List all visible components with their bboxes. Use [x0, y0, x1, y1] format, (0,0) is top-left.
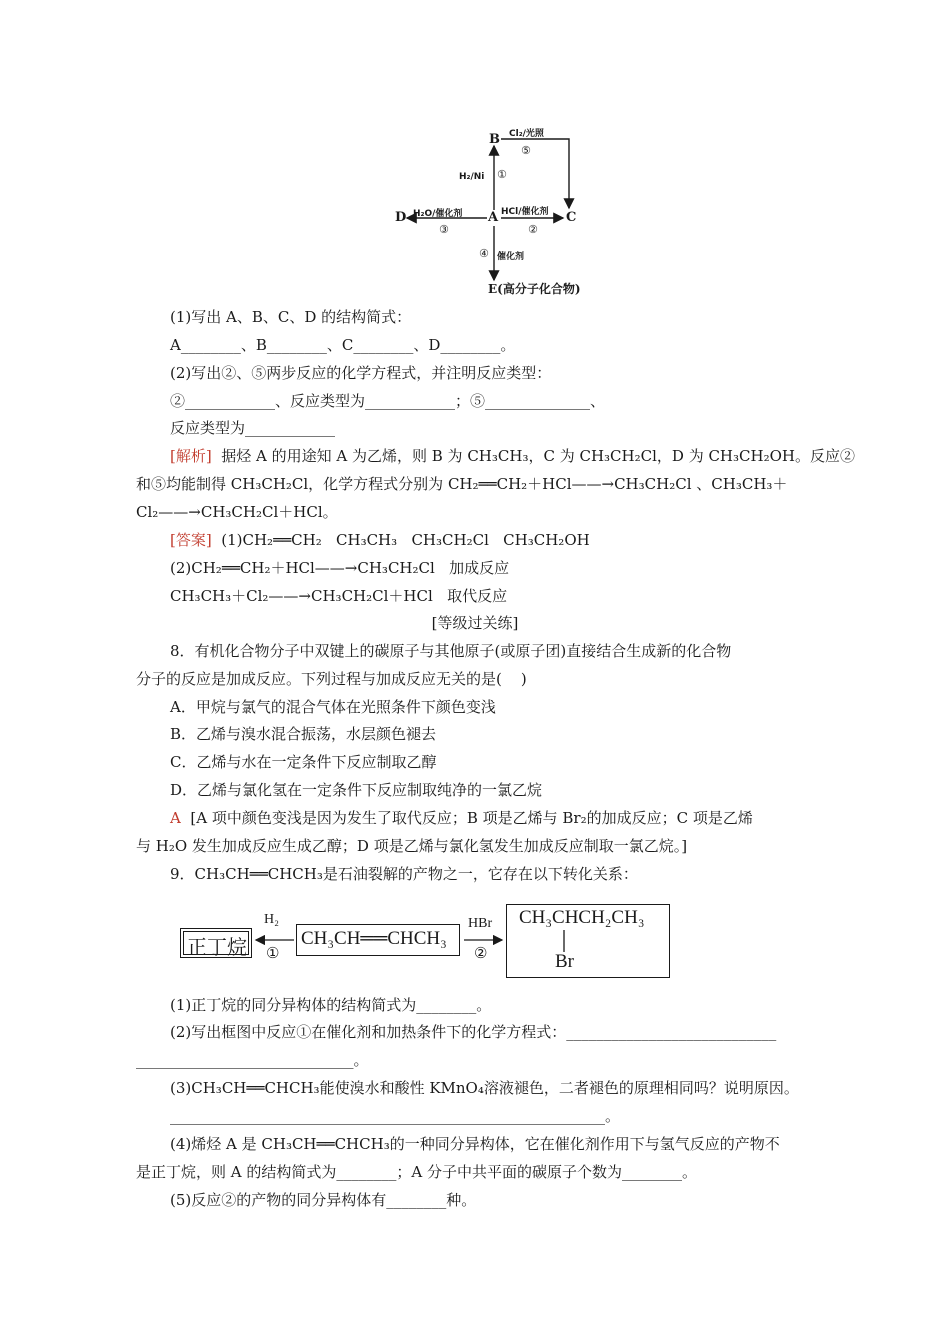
q8-option-d: D．乙烯与氯化氢在一定条件下反应制取纯净的一氯乙烷	[170, 781, 543, 799]
section-title: [等级过关练]	[431, 614, 519, 632]
q9-part4-line1: (4)烯烃 A 是 CH₃CH══CHCH₃的一种同分异构体，它在催化剂作用下与氢气反应的产物不	[170, 1135, 780, 1153]
q8-answer-letter: A	[170, 809, 181, 827]
q7-part1: (1)写出 A、B、C、D 的结构简式：	[170, 308, 412, 326]
q8-option-b: B．乙烯与溴水混合振荡，水层颜色褪去	[170, 725, 437, 743]
bromobutane-br: Br	[555, 951, 574, 972]
q7-part1-blanks: A________、B________、C________、D________。	[170, 336, 516, 354]
answer-tag: [答案]	[170, 531, 212, 549]
label-hcl-catalyst: HCl/催化剂	[501, 207, 549, 217]
q9-stem: 9．CH₃CH══CHCH₃是石油裂解的产物之一，它存在以下转化关系：	[170, 865, 638, 883]
bromobutane-box	[506, 904, 670, 978]
q9-part3-blank: __________________________________________________________。	[170, 1107, 621, 1125]
q8-answer-line2: 与 H₂O 发生加成反应生成乙醇；D 项是乙烯与氯化氢发生加成反应制取一氯乙烷。]	[136, 837, 688, 855]
q9-part2: (2)写出框图中反应①在催化剂和加热条件下的化学方程式：____________________________	[170, 1023, 777, 1041]
q9-part5: (5)反应②的产物的同分异构体有________种。	[170, 1191, 477, 1209]
q7-part2: (2)写出②、⑤两步反应的化学方程式，并注明反应类型：	[170, 364, 552, 382]
q7-answer-line2: (2)CH₂══CH₂＋HCl——→CH₃CH₂Cl 加成反应	[170, 559, 510, 577]
label-catalyst: 催化剂	[497, 252, 525, 262]
node-a: A	[488, 210, 499, 225]
reaction-scheme	[176, 900, 676, 982]
q9-part2-cont: _____________________________。	[136, 1051, 369, 1069]
q7-part2-blanks: ②____________、反应类型为____________；⑤______________、	[170, 392, 606, 410]
reagent-num-2: ②	[474, 944, 488, 962]
reaction-diagram	[385, 120, 615, 302]
bromobutane-chain: CH₃CHCH₂CH₃	[519, 907, 645, 928]
analysis-tag: [解析]	[170, 447, 212, 465]
node-e: E(高分子化合物)	[488, 282, 581, 296]
q7-part2-type: 反应类型为____________	[170, 419, 336, 437]
label-num-1: ①	[497, 168, 507, 181]
butene-label: CH₃CH══CHCH₃	[301, 928, 447, 949]
q7-answer-line1: [答案] (1)CH₂══CH₂ CH₃CH₃ CH₃CH₂Cl CH₃CH₂OH	[170, 531, 590, 549]
q7-analysis-line1: [解析] 据烃 A 的用途知 A 为乙烯，则 B 为 CH₃CH₃，C 为 CH₃CH₂Cl，D 为 CH₃CH₂OH。反应②	[170, 447, 855, 465]
label-h2o-catalyst: H₂O/催化剂	[413, 209, 463, 219]
q9-part1: (1)正丁烷的同分异构体的结构简式为________。	[170, 996, 492, 1014]
node-c: C	[566, 210, 577, 225]
reagent-num-1: ①	[266, 944, 280, 962]
label-num-3: ③	[439, 223, 449, 236]
reagent-hbr: HBr	[468, 916, 493, 931]
butene-box	[296, 924, 460, 956]
q7-analysis-line2: 和⑤均能制得 CH₃CH₂Cl，化学方程式分别为 CH₂══CH₂＋HCl——→CH₃CH₂Cl 、CH₃CH₃＋	[136, 475, 788, 493]
q8-option-c: C．乙烯与水在一定条件下反应制取乙醇	[170, 753, 437, 771]
q8-option-a: A．甲烷与氯气的混合气体在光照条件下颜色变浅	[170, 698, 496, 716]
node-d: D	[395, 210, 407, 225]
q8-answer-line1: A [A 项中颜色变浅是因为发生了取代反应；B 项是乙烯与 Br₂的加成反应；C 项是乙烯	[170, 809, 753, 827]
label-h2-ni: H₂/Ni	[459, 172, 485, 182]
label-num-5: ⑤	[521, 144, 531, 157]
label-cl2-light: Cl₂/光照	[509, 129, 544, 139]
node-b: B	[489, 132, 500, 147]
q8-stem-line1: 8．有机化合物分子中双键上的碳原子与其他原子(或原子团)直接结合生成新的化合物	[170, 642, 732, 660]
reagent-h2: H₂	[264, 912, 279, 927]
q7-analysis-line3: Cl₂——→CH₃CH₂Cl＋HCl。	[136, 503, 338, 521]
q7-answer-line3: CH₃CH₃＋Cl₂——→CH₃CH₂Cl＋HCl 取代反应	[170, 587, 508, 605]
label-num-2: ②	[528, 223, 538, 236]
label-num-4: ④	[479, 247, 489, 260]
butane-label: 正丁烷	[187, 937, 247, 959]
q9-part3: (3)CH₃CH══CHCH₃能使溴水和酸性 KMnO₄溶液褪色，二者褪色的原理相同吗？说明原因。	[170, 1079, 799, 1097]
q8-stem-line2: 分子的反应是加成反应。下列过程与加成反应无关的是( )	[136, 670, 527, 688]
q9-part4-line2: 是正丁烷，则 A 的结构简式为________；A 分子中共平面的碳原子个数为________。	[136, 1163, 697, 1181]
